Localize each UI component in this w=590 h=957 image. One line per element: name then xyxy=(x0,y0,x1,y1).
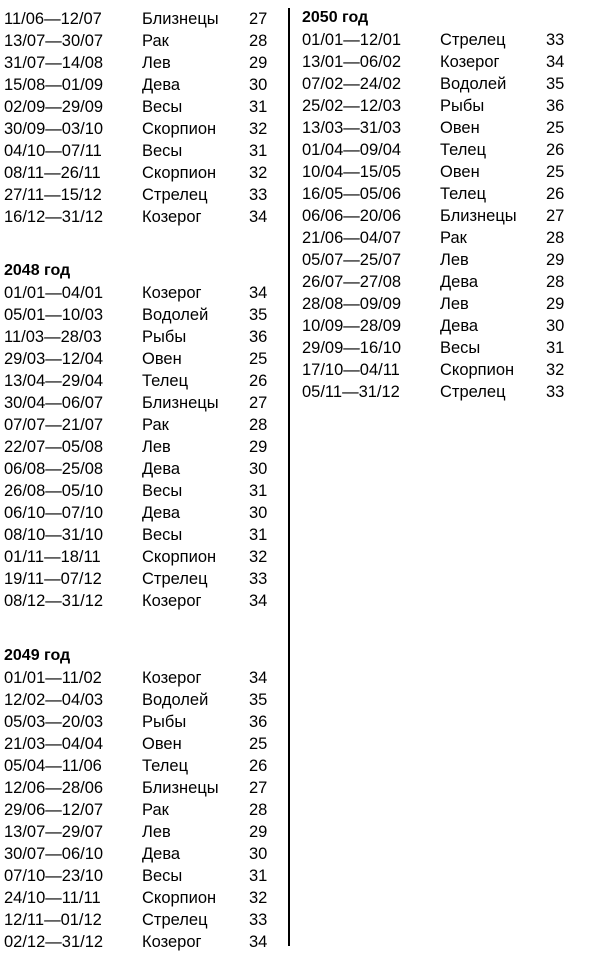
row-sign: Телец xyxy=(440,185,487,203)
row-period: 29/09—16/10 xyxy=(302,339,402,357)
table-row xyxy=(4,821,284,843)
row-number: 28 xyxy=(546,229,565,247)
row-sign: Весы xyxy=(142,526,183,544)
row-sign: Рак xyxy=(142,801,169,819)
row-number: 35 xyxy=(546,75,565,93)
table-row xyxy=(302,227,590,249)
row-number: 34 xyxy=(249,592,268,610)
row-number: 33 xyxy=(546,383,565,401)
row-period: 28/08—09/09 xyxy=(302,295,402,313)
row-sign: Дева xyxy=(142,460,181,478)
table-row xyxy=(302,183,590,205)
table-row xyxy=(302,161,590,183)
table-row xyxy=(4,304,284,326)
row-period: 02/12—31/12 xyxy=(4,933,104,951)
table-row xyxy=(4,30,284,52)
row-sign: Рыбы xyxy=(142,328,187,346)
table-row xyxy=(4,689,284,711)
row-number: 30 xyxy=(546,317,565,335)
row-sign: Близнецы xyxy=(142,394,219,412)
row-period: 26/07—27/08 xyxy=(302,273,402,291)
row-sign: Скорпион xyxy=(142,164,217,182)
row-period: 17/10—04/11 xyxy=(302,361,400,379)
row-period: 06/10—07/10 xyxy=(4,504,104,522)
row-sign: Овен xyxy=(440,163,480,181)
row-period: 05/04—11/06 xyxy=(4,757,102,775)
table-row xyxy=(4,502,284,524)
row-number: 26 xyxy=(546,141,565,159)
row-period: 13/04—29/04 xyxy=(4,372,104,390)
table-row xyxy=(302,271,590,293)
table-row xyxy=(4,118,284,140)
row-sign: Близнецы xyxy=(142,10,219,28)
row-period: 16/05—05/06 xyxy=(302,185,402,203)
row-number: 25 xyxy=(249,350,268,368)
row-number: 36 xyxy=(249,328,268,346)
row-sign: Стрелец xyxy=(440,31,506,49)
row-sign: Телец xyxy=(142,372,189,390)
row-number: 33 xyxy=(546,31,565,49)
row-number: 25 xyxy=(546,163,565,181)
row-sign: Дева xyxy=(142,504,181,522)
row-number: 32 xyxy=(546,361,565,379)
row-period: 27/11—15/12 xyxy=(4,186,102,204)
row-period: 06/06—20/06 xyxy=(302,207,402,225)
row-number: 33 xyxy=(249,186,268,204)
row-period: 02/09—29/09 xyxy=(4,98,104,116)
row-number: 31 xyxy=(249,98,268,116)
table-row xyxy=(4,909,284,931)
row-sign: Лев xyxy=(142,438,171,456)
table-row xyxy=(302,73,590,95)
table-row xyxy=(4,436,284,458)
row-sign: Весы xyxy=(142,867,183,885)
table-row xyxy=(4,843,284,865)
table-row xyxy=(4,865,284,887)
column-divider xyxy=(288,8,290,946)
row-sign: Весы xyxy=(440,339,481,357)
table-row xyxy=(4,96,284,118)
row-number: 31 xyxy=(546,339,565,357)
row-sign: Скорпион xyxy=(142,120,217,138)
row-number: 27 xyxy=(249,10,268,28)
row-period: 06/08—25/08 xyxy=(4,460,104,478)
row-number: 30 xyxy=(249,504,268,522)
table-row xyxy=(4,206,284,228)
row-number: 26 xyxy=(546,185,565,203)
row-period: 19/11—07/12 xyxy=(4,570,102,588)
row-period: 08/12—31/12 xyxy=(4,592,104,610)
table-row xyxy=(302,293,590,315)
row-period: 08/11—26/11 xyxy=(4,164,101,182)
row-number: 25 xyxy=(546,119,565,137)
row-sign: Козерог xyxy=(142,669,202,687)
row-period: 15/08—01/09 xyxy=(4,76,104,94)
table-row xyxy=(4,799,284,821)
row-period: 01/11—18/11 xyxy=(4,548,101,566)
row-period: 31/07—14/08 xyxy=(4,54,104,72)
row-period: 05/01—10/03 xyxy=(4,306,104,324)
row-number: 31 xyxy=(249,142,268,160)
row-number: 34 xyxy=(249,208,268,226)
row-number: 29 xyxy=(249,438,268,456)
row-sign: Козерог xyxy=(142,933,202,951)
table-row xyxy=(302,29,590,51)
row-number: 31 xyxy=(249,482,268,500)
table-row xyxy=(302,51,590,73)
table-row xyxy=(4,568,284,590)
row-sign: Лев xyxy=(142,54,171,72)
row-number: 36 xyxy=(546,97,565,115)
row-period: 05/03—20/03 xyxy=(4,713,104,731)
row-period: 05/11—31/12 xyxy=(302,383,400,401)
row-number: 28 xyxy=(249,32,268,50)
row-period: 30/09—03/10 xyxy=(4,120,104,138)
row-period: 08/10—31/10 xyxy=(4,526,104,544)
row-number: 29 xyxy=(546,295,565,313)
row-period: 12/06—28/06 xyxy=(4,779,104,797)
row-period: 21/03—04/04 xyxy=(4,735,104,753)
table-row xyxy=(4,931,284,953)
row-sign: Стрелец xyxy=(142,186,208,204)
row-period: 30/04—06/07 xyxy=(4,394,104,412)
row-sign: Рыбы xyxy=(440,97,485,115)
row-number: 30 xyxy=(249,76,268,94)
table-row xyxy=(302,381,590,403)
table-row xyxy=(4,392,284,414)
row-sign: Лев xyxy=(440,295,469,313)
row-period: 21/06—04/07 xyxy=(302,229,402,247)
row-number: 30 xyxy=(249,845,268,863)
row-period: 13/07—30/07 xyxy=(4,32,104,50)
row-number: 34 xyxy=(249,669,268,687)
row-sign: Скорпион xyxy=(440,361,515,379)
row-period: 12/02—04/03 xyxy=(4,691,104,709)
row-sign: Дева xyxy=(440,317,479,335)
row-sign: Рак xyxy=(142,32,169,50)
row-period: 26/08—05/10 xyxy=(4,482,104,500)
row-number: 27 xyxy=(249,779,268,797)
row-number: 31 xyxy=(249,526,268,544)
row-sign: Стрелец xyxy=(142,911,208,929)
row-sign: Овен xyxy=(142,735,182,753)
table-row xyxy=(4,370,284,392)
row-sign: Весы xyxy=(142,482,183,500)
row-period: 13/07—29/07 xyxy=(4,823,104,841)
row-sign: Водолей xyxy=(142,691,209,709)
row-period: 22/07—05/08 xyxy=(4,438,104,456)
table-row xyxy=(302,249,590,271)
row-number: 25 xyxy=(249,735,268,753)
row-sign: Дева xyxy=(142,845,181,863)
row-sign: Овен xyxy=(440,119,480,137)
table-row xyxy=(4,74,284,96)
row-sign: Козерог xyxy=(440,53,500,71)
row-number: 29 xyxy=(249,823,268,841)
row-number: 31 xyxy=(249,867,268,885)
row-number: 34 xyxy=(249,284,268,302)
table-row xyxy=(302,139,590,161)
row-sign: Стрелец xyxy=(142,570,208,588)
row-number: 32 xyxy=(249,164,268,182)
row-number: 33 xyxy=(249,570,268,588)
row-sign: Водолей xyxy=(440,75,507,93)
row-number: 30 xyxy=(249,460,268,478)
row-number: 34 xyxy=(546,53,565,71)
row-period: 01/01—04/01 xyxy=(4,284,104,302)
table-row xyxy=(4,162,284,184)
row-sign: Рак xyxy=(440,229,467,247)
row-number: 32 xyxy=(249,548,268,566)
row-number: 28 xyxy=(546,273,565,291)
table-row xyxy=(302,359,590,381)
row-sign: Рак xyxy=(142,416,169,434)
table-row xyxy=(302,315,590,337)
row-period: 04/10—07/11 xyxy=(4,142,102,160)
row-period: 07/10—23/10 xyxy=(4,867,104,885)
row-number: 34 xyxy=(249,933,268,951)
table-row xyxy=(302,337,590,359)
row-sign: Лев xyxy=(142,823,171,841)
row-period: 01/04—09/04 xyxy=(302,141,402,159)
row-sign: Телец xyxy=(440,141,487,159)
row-sign: Скорпион xyxy=(142,548,217,566)
row-number: 32 xyxy=(249,889,268,907)
row-period: 13/03—31/03 xyxy=(302,119,402,137)
table-row xyxy=(4,733,284,755)
row-period: 05/07—25/07 xyxy=(302,251,402,269)
table-row xyxy=(4,546,284,568)
row-number: 27 xyxy=(546,207,565,225)
table-row xyxy=(4,711,284,733)
row-number: 26 xyxy=(249,757,268,775)
table-row xyxy=(4,140,284,162)
table-row xyxy=(4,524,284,546)
row-number: 29 xyxy=(546,251,565,269)
table-row xyxy=(4,480,284,502)
row-period: 16/12—31/12 xyxy=(4,208,104,226)
table-row xyxy=(4,8,284,30)
row-number: 29 xyxy=(249,54,268,72)
row-sign: Рыбы xyxy=(142,713,187,731)
row-period: 29/06—12/07 xyxy=(4,801,104,819)
row-number: 27 xyxy=(249,394,268,412)
row-period: 30/07—06/10 xyxy=(4,845,104,863)
row-period: 25/02—12/03 xyxy=(302,97,402,115)
table-row xyxy=(302,205,590,227)
table-row xyxy=(4,184,284,206)
row-number: 26 xyxy=(249,372,268,390)
row-period: 01/01—11/02 xyxy=(4,669,102,687)
row-sign: Козерог xyxy=(142,592,202,610)
table-row xyxy=(4,52,284,74)
year-heading: 2048 год xyxy=(4,262,71,279)
row-number: 28 xyxy=(249,801,268,819)
table-row xyxy=(302,95,590,117)
table-row xyxy=(4,414,284,436)
year-heading: 2050 год xyxy=(302,9,369,26)
row-number: 35 xyxy=(249,691,268,709)
row-number: 33 xyxy=(249,911,268,929)
row-sign: Весы xyxy=(142,98,183,116)
table-row xyxy=(4,755,284,777)
row-period: 12/11—01/12 xyxy=(4,911,102,929)
row-period: 10/09—28/09 xyxy=(302,317,402,335)
table-row xyxy=(4,326,284,348)
row-sign: Козерог xyxy=(142,208,202,226)
row-period: 13/01—06/02 xyxy=(302,53,402,71)
table-row xyxy=(4,590,284,612)
table-row xyxy=(4,282,284,304)
row-sign: Дева xyxy=(440,273,479,291)
row-number: 28 xyxy=(249,416,268,434)
table-row xyxy=(4,458,284,480)
row-period: 01/01—12/01 xyxy=(302,31,402,49)
year-heading: 2049 год xyxy=(4,647,71,664)
table-row xyxy=(4,887,284,909)
row-period: 24/10—11/11 xyxy=(4,889,101,907)
row-sign: Лев xyxy=(440,251,469,269)
row-sign: Скорпион xyxy=(142,889,217,907)
row-sign: Козерог xyxy=(142,284,202,302)
row-period: 07/02—24/02 xyxy=(302,75,402,93)
table-row xyxy=(4,667,284,689)
table-row xyxy=(4,348,284,370)
row-period: 07/07—21/07 xyxy=(4,416,104,434)
row-period: 11/03—28/03 xyxy=(4,328,102,346)
row-sign: Близнецы xyxy=(440,207,517,225)
row-sign: Весы xyxy=(142,142,183,160)
row-sign: Стрелец xyxy=(440,383,506,401)
row-sign: Близнецы xyxy=(142,779,219,797)
row-sign: Водолей xyxy=(142,306,209,324)
row-period: 11/06—12/07 xyxy=(4,10,102,28)
row-number: 36 xyxy=(249,713,268,731)
row-sign: Овен xyxy=(142,350,182,368)
row-number: 35 xyxy=(249,306,268,324)
row-period: 29/03—12/04 xyxy=(4,350,104,368)
row-number: 32 xyxy=(249,120,268,138)
table-row xyxy=(4,777,284,799)
row-period: 10/04—15/05 xyxy=(302,163,402,181)
row-sign: Телец xyxy=(142,757,189,775)
table-row xyxy=(302,117,590,139)
row-sign: Дева xyxy=(142,76,181,94)
